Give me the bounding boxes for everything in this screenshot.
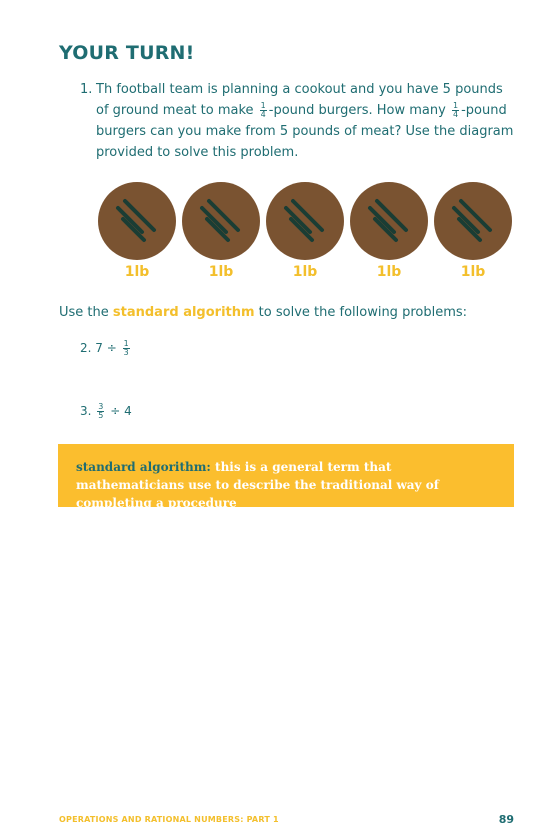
problem-1 (80, 79, 514, 163)
fraction-denominator: 3 (123, 348, 129, 357)
problem-1-line-2 (80, 100, 507, 121)
problem-1-line-1 (80, 79, 503, 100)
instruction-text (59, 305, 467, 320)
patty-diagram (98, 182, 512, 282)
patty-label: 1lb (208, 264, 234, 280)
fraction-quarter-2 (452, 102, 459, 119)
grill-marks (434, 182, 512, 260)
patty-image (182, 182, 260, 260)
patty-image (434, 182, 512, 260)
patty-label: 1lb (460, 264, 486, 280)
patty-image (266, 182, 344, 260)
patty-image (350, 182, 428, 260)
page-number: 89 (498, 813, 514, 826)
grill-marks (350, 182, 428, 260)
problem-2 (80, 340, 132, 357)
grill-marks (98, 182, 176, 260)
patty-label: 1lb (376, 264, 402, 280)
footer-section-title: OPERATIONS AND RATIONAL NUMBERS: PART 1 (59, 815, 279, 824)
grill-marks (182, 182, 260, 260)
instruction-before: Use the (59, 305, 113, 320)
definition-box (58, 444, 514, 510)
instruction-highlight: standard algorithm (112, 305, 255, 320)
definition-term: standard algorithm: (76, 460, 211, 474)
fraction-three-fifths (97, 403, 104, 420)
definition-text: this is a general term that mathematicians use to describe the traditional way of completing a procedure (76, 460, 439, 510)
problem-1-line-4: provided to solve this problem. (96, 145, 299, 160)
page-title: YOUR TURN! (59, 42, 195, 64)
fraction-quarter-1 (260, 102, 267, 119)
problem-2-prefix: 2. 7 ÷ (80, 341, 117, 355)
problem-1-text-2a: of ground meat to make (96, 103, 254, 118)
instruction-after: to solve the following problems: (254, 305, 468, 320)
fraction-numerator: 3 (98, 402, 104, 411)
fraction-denominator: 4 (452, 110, 459, 119)
fraction-denominator: 5 (98, 411, 104, 420)
fraction-numerator: 1 (123, 339, 129, 348)
patty-image (98, 182, 176, 260)
problem-1-line-3: burgers can you make from 5 pounds of meat? Use the diagram (96, 124, 514, 139)
fraction-denominator: 4 (260, 110, 266, 119)
problem-1-text-2c: -pound (461, 103, 507, 118)
problem-3-suffix: ÷ 4 (110, 404, 132, 418)
patty-label: 1lb (124, 264, 150, 280)
problem-1-text-2b: -pound burgers. How many (268, 103, 446, 118)
fraction-numerator: 1 (260, 101, 266, 110)
fraction-numerator: 1 (452, 101, 459, 110)
patty-label: 1lb (292, 264, 318, 280)
problem-3 (80, 403, 132, 420)
problem-3-prefix: 3. (80, 404, 92, 418)
problem-1-text-1: Th football team is planning a cookout and you have 5 pounds (96, 82, 503, 97)
fraction-one-third (123, 340, 130, 357)
problem-1-number: 1. (80, 82, 93, 97)
grill-marks (266, 182, 344, 260)
